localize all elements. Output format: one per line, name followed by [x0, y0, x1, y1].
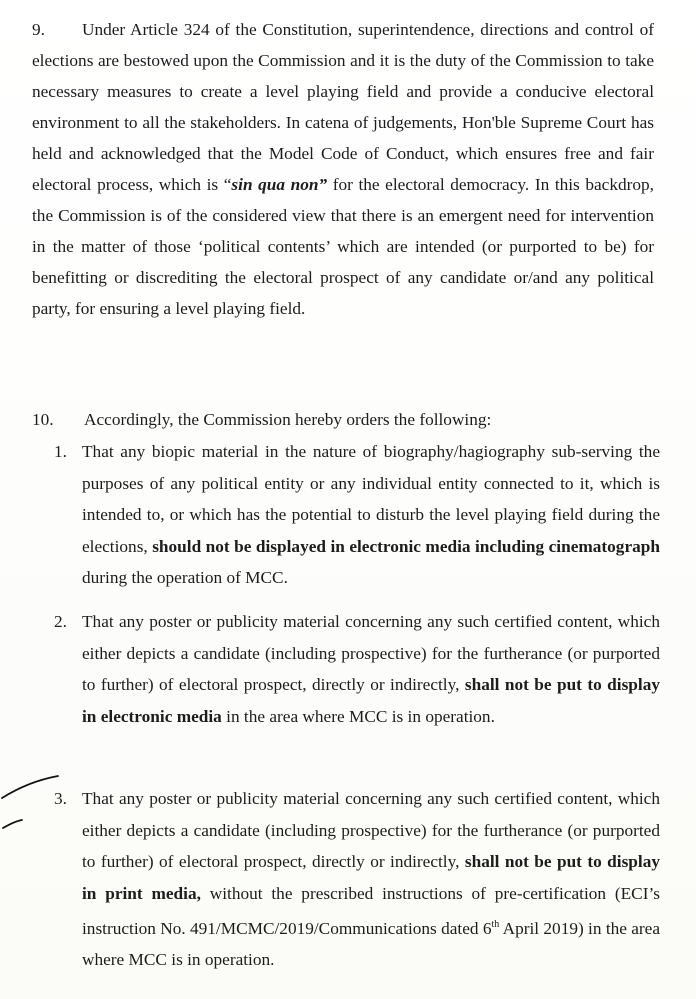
item-text: without the prescribed instructions of pre-certification (ECI’s instruction No. 491/MCMC/2019/Communications dated 6 [82, 883, 660, 938]
paragraph-intro: Accordingly, the Commission hereby orders the following: [84, 410, 492, 429]
item-number: 3. [54, 789, 67, 808]
item-text: That any biopic material in the nature of biography/hagiography sub-serving the purposes of any political entity or any individual entity connected to it, which is intended to, or which has the potential to disturb the level playing field during the elections, [82, 442, 660, 556]
paragraph-number: 10. [32, 410, 54, 429]
paragraph-10-heading [32, 404, 491, 435]
paragraph-text: Under Article 324 of the Constitution, superintendence, directions and control of elections are bestowed upon the Commission and it is the duty of the Commission to take necessary measures to create a level playing field and provide a conducive electoral environment to all the stakeholders. In catena of judgements, Hon'ble Supreme Court has held and acknowledged that the Model Code of Conduct, which ensures free and fair electoral process, which is “ [32, 20, 654, 194]
item-text: during the operation of MCC. [82, 568, 288, 587]
superscript: th [491, 919, 500, 930]
item-bold-text: shall not be put to display in electronic media [82, 675, 660, 726]
item-text: in the area where MCC is in operation. [221, 706, 495, 726]
item-number: 1. [54, 442, 67, 461]
paragraph-text: for the electoral democracy. In this backdrop, the Commission is of the considered view that there is an emergent need for intervention in the matter of those ‘political contents’ which are intended (or purported to be) for benefitting or discrediting the electoral prospect of any candidate or/and any political party, for ensuring a level playing field. [32, 175, 654, 318]
item-text: That any poster or publicity material concerning any such certified content, which either depicts a candidate (including prospective) for the furtherance (or purported to further) of electoral prospect, directly or indirectly, [82, 612, 660, 694]
latin-phrase: sin qua non” [231, 175, 328, 194]
paragraph-9 [32, 14, 654, 324]
item-text: That any poster or publicity material concerning any such certified content, which either depicts a candidate (including prospective) for the furtherance (or purported to further) of electoral prospect, directly or indirectly, [82, 789, 660, 871]
order-item-2 [54, 606, 660, 732]
item-number: 2. [54, 612, 67, 631]
pen-marks-icon [0, 770, 60, 840]
item-bold-text: should not be displayed in electronic media including cinematograph [152, 536, 660, 556]
order-item-1 [54, 436, 660, 594]
item-text: April 2019) in the area where MCC is in operation. [82, 918, 661, 970]
order-item-3 [54, 783, 661, 976]
paragraph-number: 9. [32, 20, 45, 39]
item-bold-text: shall not be put to display in print media, [82, 852, 660, 903]
